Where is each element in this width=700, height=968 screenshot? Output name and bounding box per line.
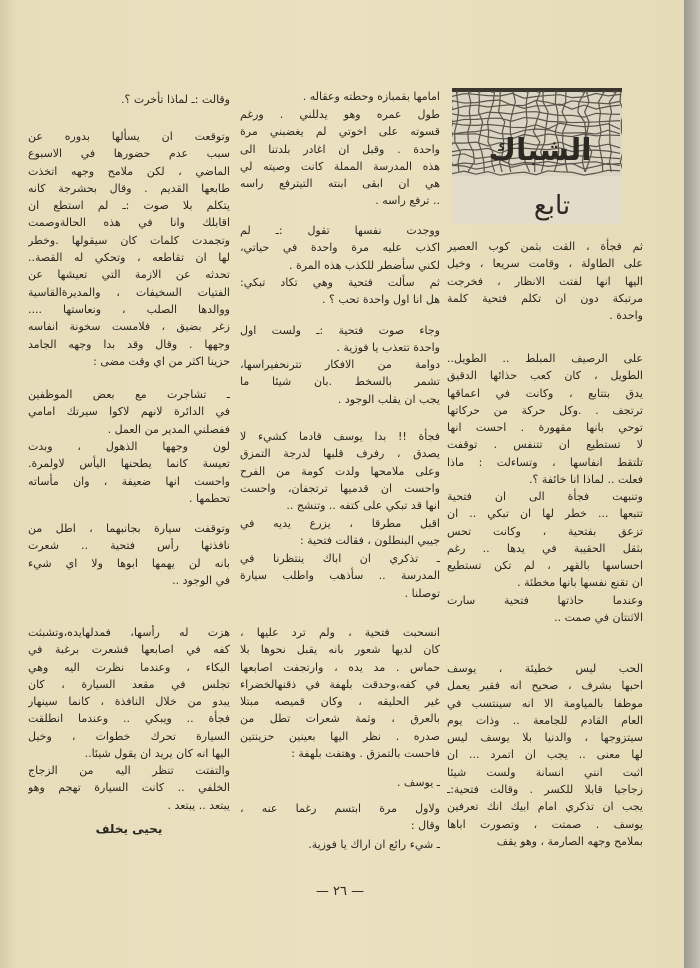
text-line: وتوقفت سيارة بجانبهما ، اطل من — [28, 522, 230, 535]
text-line: هزت له رأسها، فمدلهايده،وتشبثت — [28, 626, 230, 639]
text-line: هي ان ابقى ابنته التيترفع راسه — [240, 177, 440, 191]
text-line: سيتزوجها ، والدنيا بلا يوسف ليس — [447, 731, 643, 745]
paragraph — [240, 515, 440, 550]
text-line: احساسها بالقهر ، لم تكن تستطيع — [447, 559, 643, 573]
text-line: فعلت .. لماذا انا خائفة ؟. — [529, 473, 643, 487]
text-line: البكاء ، وعندما نظرت اليه وهي — [28, 660, 230, 674]
text-line: ـ شيء رائع ان اراك يا فوزية. — [308, 838, 440, 851]
text-line: المدرسة .. سأذهب واطلب سيارة — [240, 569, 440, 583]
text-line: ووالدها الصلب ، ونعاستها .... — [28, 302, 230, 316]
text-line: تعيسة كانما يطحنها اليأس لاولمرة. — [28, 457, 230, 471]
paragraph — [240, 624, 440, 762]
text-line: ففصلني المدير من العمل . — [107, 422, 230, 436]
text-line: ثم سألت فتحية وهي تكاد تبكي: — [240, 276, 440, 289]
page-edge — [684, 0, 700, 968]
paragraph — [447, 660, 643, 850]
paragraph — [28, 624, 230, 762]
text-line: وجاء صوت فتحية :ـ ولست اول — [240, 324, 440, 337]
text-line: ـ تشاجرت مع بعض الموظفين — [28, 388, 230, 401]
text-line: احبها بشرف ، صحيح انه فقير يعمل — [447, 679, 643, 693]
text-line: يصدق ، رفرف قلبها لدرجة التمزق — [240, 447, 440, 461]
paragraph — [240, 800, 440, 835]
text-line: فجأة .. ويبكي .. وعندما انطلقت — [28, 712, 230, 726]
text-line: فجأة !! بدا يوسف قادما كشيء لا — [240, 430, 440, 443]
text-line: وقالت :ـ لماذا تأخرت ؟. — [121, 93, 230, 106]
text-line: تلتقط انفاسها ، وتساءلت : ماذا — [447, 455, 643, 469]
text-line: وجهها . وقال وقد بدا وجهه الجامد — [28, 337, 230, 351]
text-line: على الرصيف المبلط .. الطويل.. — [447, 352, 643, 365]
text-line: بالعرق ، وثمة شعرات تطل من — [240, 712, 440, 726]
text-line: موظفا بالمياومة الا انه سينتسب في — [447, 696, 643, 710]
text-line: حزينا اكثر من اي وقت مضى : — [93, 354, 230, 368]
text-line: بملامح وجهه الصارمة ، وهو يقف — [496, 834, 643, 848]
text-line: انسحبت فتحية ، ولم ترد عليها ، — [240, 626, 440, 639]
text-line: تحطمها . — [189, 491, 230, 505]
header-subtitle: تابع — [533, 191, 571, 221]
text-line: اليها انها لفتت الانظار ، فخرجت — [447, 274, 643, 288]
paragraph — [28, 386, 230, 438]
text-line: ترتجف . .وكل حركة من حركاتها — [447, 403, 643, 417]
text-line: اليها انه كان يريد ان يقول شيئا.. — [84, 747, 230, 761]
paragraph — [447, 592, 643, 627]
text-line: الفتيات السخيفات ، والمديرةالقاسية — [28, 285, 230, 299]
text-line: سبب عدم حضورها في الاسبوع — [28, 147, 230, 161]
text-line: تزعق بفتحية ، وكانت تحس — [447, 524, 643, 538]
text-line: اكذب عليه مرة واحدة في حياتي، — [240, 241, 440, 255]
text-line: توصلنا . — [404, 586, 440, 600]
text-line: واحست ان قدميها ترتجفان، واحست — [240, 481, 440, 495]
text-line: كفه في اصابعها فشعرت برغبة في — [28, 643, 230, 657]
text-line: لكني سأضطر للكذب هذه المرة . — [288, 258, 440, 272]
text-line: وتوقعت ان يسألها بدوره عن — [28, 130, 230, 143]
text-line: يجب ان يقلب الوجود . — [337, 392, 440, 406]
paragraph — [240, 88, 440, 105]
text-line: تحدثه عن الازمة التي تعيشها عن — [28, 268, 230, 282]
paragraph — [447, 350, 643, 488]
text-line: يبتعد .. يبتعد . — [167, 798, 230, 812]
text-line: قسوته على اخوتي لم يغضبني مرة — [240, 125, 440, 139]
text-line: لها ان تقاطعه ، وتحكي له القصة.. — [28, 251, 230, 265]
text-line: ووجدت نفسها تقول :ـ لم — [240, 224, 440, 237]
text-line: توحي بانها مقهورة . احست انها — [447, 421, 643, 435]
paragraph — [240, 428, 440, 514]
text-line: واحدة . وقبل ان اغادر بلدتنا الى — [240, 142, 440, 156]
column-right — [447, 0, 643, 900]
paragraph — [240, 774, 440, 791]
paragraph — [447, 238, 643, 324]
text-line: غير الحليقه ، وكان قميصه مبتلا — [240, 695, 440, 709]
paragraph — [28, 520, 230, 589]
text-line: انها قد تبكي على كتفه .. وتنشج .. — [286, 499, 440, 513]
text-line: فاحست بالتمزق . وهتفت بلهفة : — [291, 747, 440, 761]
text-line: كان لديها شعور بانه يقبل نحوها بلا — [240, 643, 440, 657]
paragraph — [240, 550, 440, 602]
text-line: على الطاولة ، وقامت سريعا ، وخيل — [447, 257, 643, 271]
text-line: الحب ليس خطيئة ، يوسف — [447, 662, 643, 675]
text-line: واحدة تتعذب يا فوزية . — [336, 341, 440, 355]
paragraph — [28, 762, 230, 814]
text-line: يوسف . صمتت ، وتصورت اباها — [447, 817, 643, 831]
text-line: في الدائرة لانهم لاكوا سيرتك امامي — [28, 405, 230, 419]
text-line: تشمر بالسخط .بان شيئا ما — [240, 375, 440, 389]
paragraph — [240, 356, 440, 408]
paragraph — [240, 274, 440, 309]
text-line: يتكلم بلا صوت :ـ لم استطع ان — [28, 199, 230, 213]
text-line: والتفتت تنظر اليه من الزجاج — [28, 764, 230, 777]
author-name: يحيى يخلف — [95, 822, 163, 836]
text-line: هذه المدرسة المملة كانت وصيته لي — [240, 159, 440, 173]
text-line: اقبل مطرقا ، يزرع يديه في — [240, 517, 440, 530]
paragraph — [240, 106, 440, 210]
text-line: وعلى ملامحها ولدت كومة من الفرح — [240, 464, 440, 478]
text-line: زجاجيا قابلا للكسر . وقالت فتحية:ـ — [447, 783, 643, 797]
text-line: الماضي ، لكن ملامح وجهه اتخذت — [28, 164, 230, 178]
text-line: نافذتها رأس فتحية .. شعرت — [28, 539, 230, 553]
paragraph — [240, 222, 440, 274]
text-line: تجلس في مقعد السيارة ، كان — [28, 677, 230, 691]
paragraph — [240, 322, 440, 357]
column-middle — [240, 0, 440, 900]
paragraph — [28, 128, 230, 370]
text-line: الخلفي .. كانت السيارة تهجم وهو — [28, 781, 230, 795]
text-line: .. ترفع راسه . — [375, 194, 440, 208]
text-line: السيارة تحرك خطوات ، وخيل — [28, 729, 230, 743]
text-line: واحست انها ضعيفة ، وان مأساته — [28, 474, 230, 488]
paragraph — [28, 438, 230, 507]
text-line: واحدة . — [609, 309, 643, 323]
text-line: هل انا اول واحدة تحب ؟ . — [322, 293, 440, 307]
text-line: العام القادم للجامعة .. وذات يوم — [447, 713, 643, 727]
text-line: طول عمره وهو يدللني . ورغم — [240, 108, 440, 121]
text-line: الاثنتان في صمت .. — [554, 611, 643, 625]
text-line: مرتبكة دون ان تكلم فتحية كلمة — [447, 291, 643, 305]
page-number: — ٢٦ — — [315, 884, 365, 899]
text-line: وتجمدت كلمات كان سيقولها .وخطر — [28, 233, 230, 247]
text-line: في كفه،وحدقت بلهفة في ذقنهالخضراء — [240, 677, 440, 691]
text-line: لون وجهها الذهول ، وبدت — [28, 440, 230, 453]
paragraph — [240, 836, 440, 853]
text-line: بانه لن يهمها ابوها ولا اي شيء — [28, 556, 230, 570]
text-line: ثم فجأة ، القت بثمن كوب العصير — [447, 240, 643, 253]
text-line: دوامة من الافكار تترنحفيراسها، — [240, 358, 440, 371]
text-line: يبدو من خلال النافذة ، كانما سينهار — [28, 695, 230, 709]
text-line: وعندما حاذتها فتحية سارت — [447, 594, 643, 607]
text-line: يدق بتتابع ، وكانت في اعماقها — [447, 386, 643, 400]
text-line: حماس . مد يده ، وارتجفت اصابعها — [240, 660, 440, 674]
text-line: لها معنى .. يجب ان اتمرد ... ان — [447, 748, 643, 762]
text-line: اثبت انني انسانة ولست شيئا — [447, 765, 643, 779]
text-line: بثقل الحقيبة في يدها .. رغم — [447, 541, 643, 555]
paragraph — [447, 488, 643, 592]
text-line: ولاول مرة ابتسم رغما عنه ، — [240, 802, 440, 815]
text-line: زغر بضيق ، فلامست سخونة انفاسه — [28, 320, 230, 334]
text-line: صدره . نظر اليها بعينين حزينتين — [240, 729, 440, 743]
text-line: تتبعها ... خطر لها ان تبكي .. ان — [447, 507, 643, 521]
text-line: في الوجود .. — [172, 573, 230, 587]
text-line: يجب ان تذكري امام ابيك انك تعرفين — [447, 800, 643, 814]
text-line: ان تقنع نفسها بانها مخطئة . — [517, 576, 643, 590]
text-line: وقال : — [410, 819, 440, 833]
text-line: جيبي البنطلون ، فقالت فتحية : — [299, 534, 440, 548]
paragraph — [28, 91, 230, 108]
text-line: ـ يوسف . — [396, 776, 440, 789]
column-left — [28, 0, 230, 900]
header-title: الشباك — [488, 133, 592, 168]
text-line: ـ تذكري ان اباك ينتظرنا في — [240, 552, 440, 565]
text-line: اقابلك وانا في هذه الحالةوصمت — [28, 216, 230, 230]
text-line: وتنبهت فجأة الى ان فتحية — [447, 490, 643, 503]
text-line: امامها بقمبازه وحطته وعقاله . — [302, 90, 440, 103]
text-line: لا تستطيع ان تتنفس . توقفت — [447, 438, 643, 452]
text-line: طابعها القديم . وقال بحشرجة كانه — [28, 181, 230, 195]
text-line: الطويل ، كان كعب حذائها الدقيق — [447, 369, 643, 383]
